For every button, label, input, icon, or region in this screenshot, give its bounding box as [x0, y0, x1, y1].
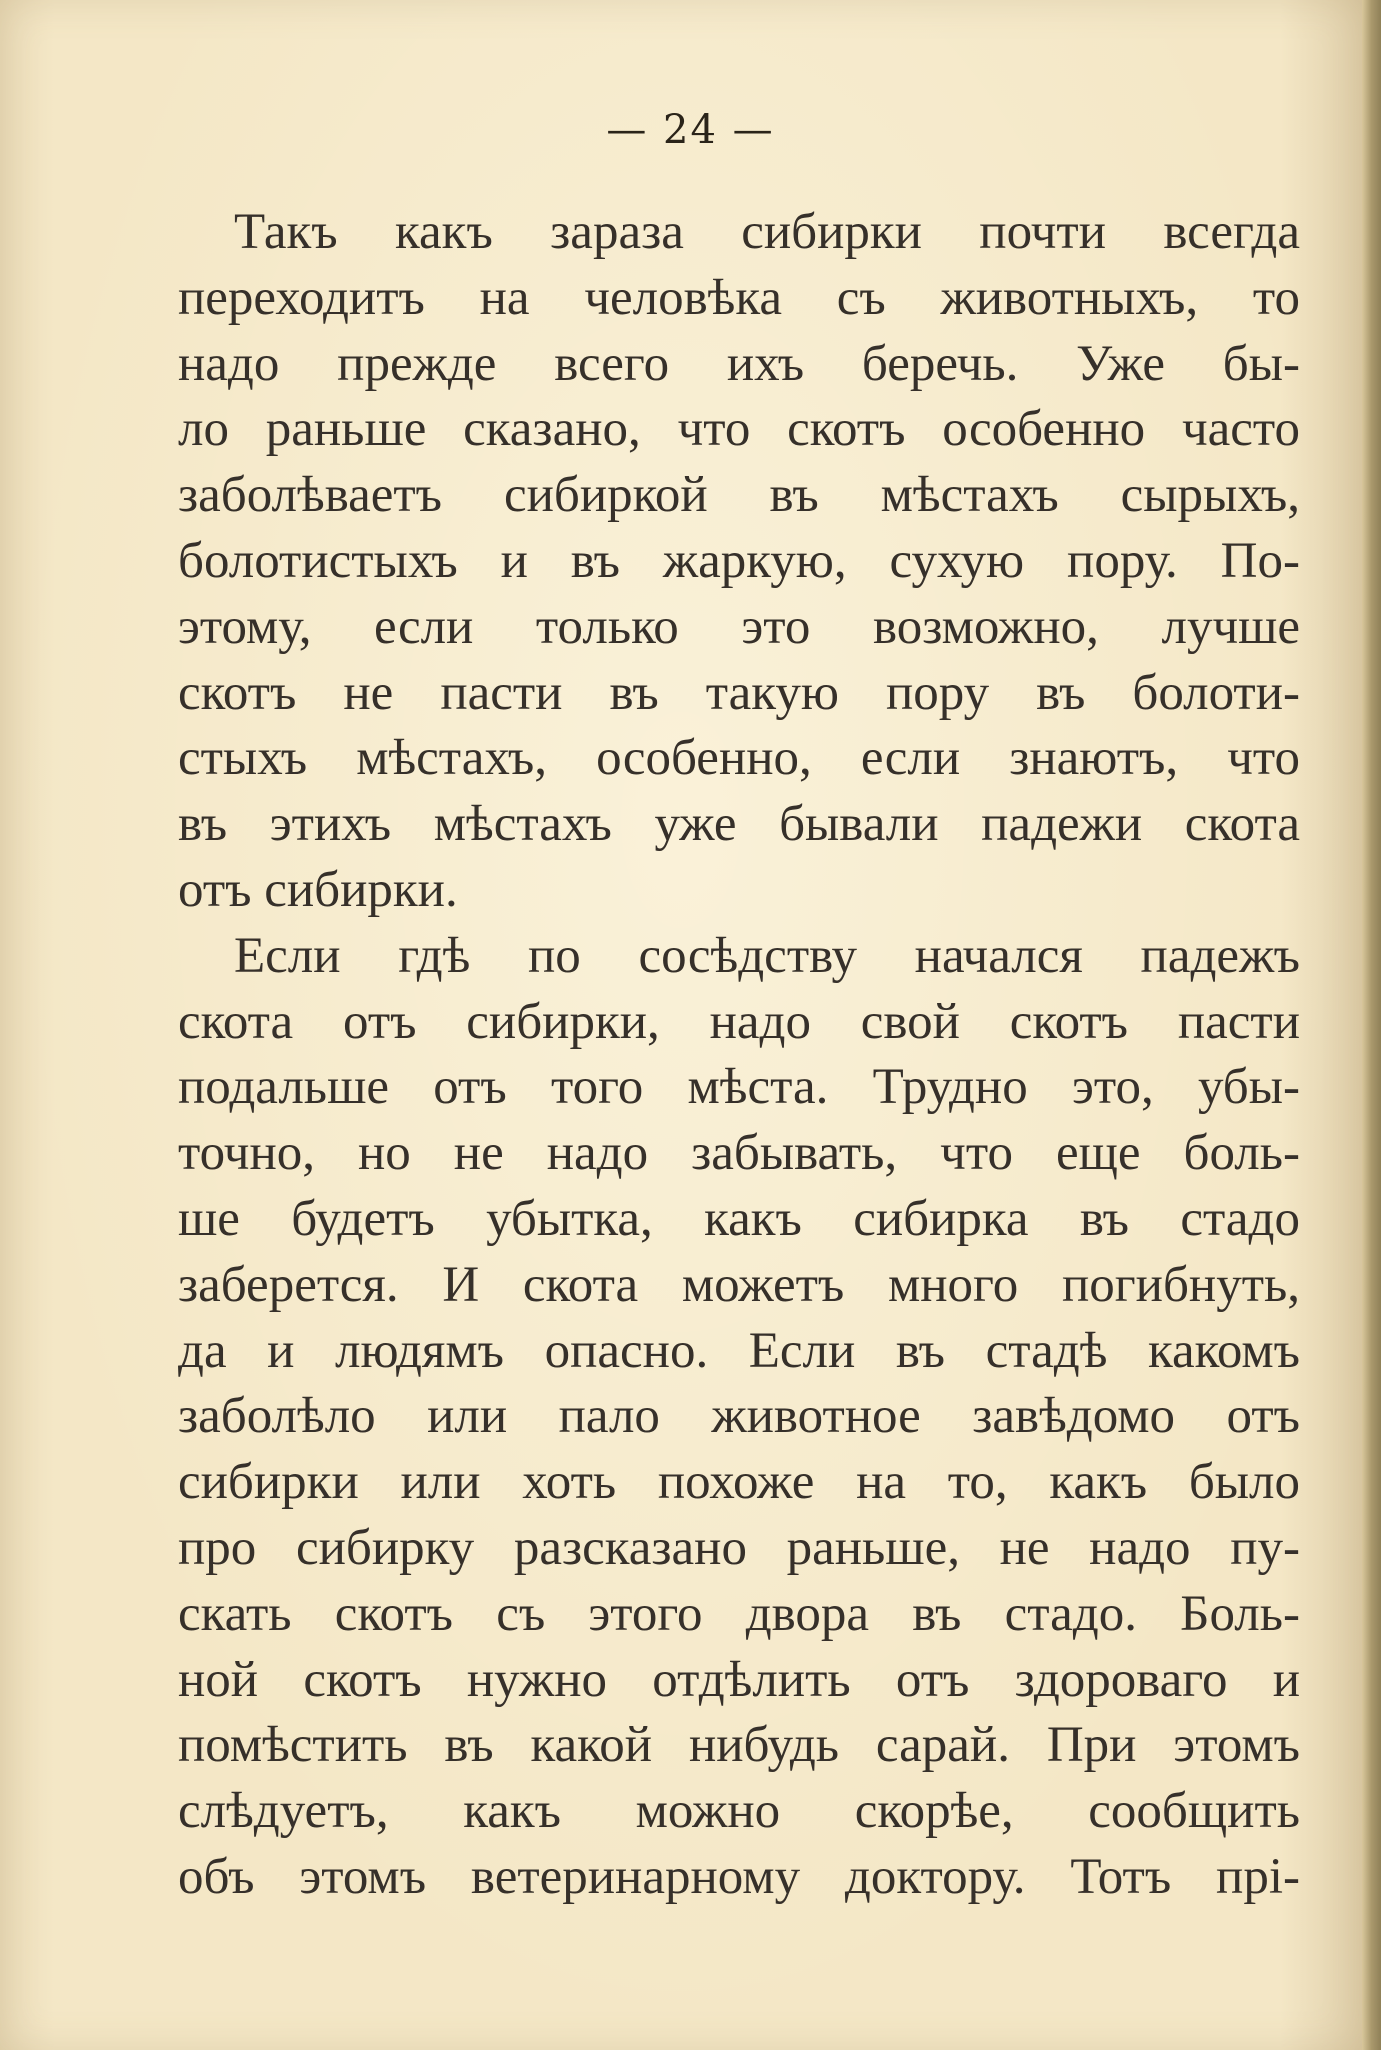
- text-line: заболѣваетъ сибиркой въ мѣстахъ сырыхъ,: [178, 467, 1300, 524]
- text-line: Такъ какъ зараза сибирки почти всегда: [234, 204, 1300, 260]
- text-line: скотъ не пасти въ такую пору въ болоти-: [178, 664, 1300, 721]
- text-line: ло раньше сказано, что скотъ особенно часто: [178, 401, 1300, 458]
- text-line: да и людямъ опасно. Если въ стадѣ какомъ: [178, 1322, 1300, 1379]
- text-line: переходитъ на человѣка съ животныхъ, то: [178, 269, 1300, 326]
- text-line: заболѣло или пало животное завѣдомо отъ: [178, 1388, 1300, 1445]
- text-line: Если гдѣ по сосѣдству начался падежъ: [234, 927, 1300, 984]
- text-line: подальше отъ того мѣста. Трудно это, убы-: [178, 1059, 1300, 1116]
- text-line: этому, если только это возможно, лучше: [178, 598, 1300, 655]
- text-line: отъ сибирки.: [178, 861, 458, 918]
- text-line: объ этомъ ветеринарному доктору. Тотъ прі-: [178, 1848, 1300, 1905]
- text-line: ной скотъ нужно отдѣлить отъ здороваго и: [178, 1651, 1300, 1708]
- body-text: [178, 200, 1300, 1911]
- text-line: надо прежде всего ихъ беречь. Уже бы-: [178, 335, 1300, 392]
- page-edge: [1362, 0, 1381, 2050]
- page-number: — 24 —: [606, 107, 775, 153]
- text-line: ше будетъ убытка, какъ сибирка въ стадо: [178, 1190, 1300, 1247]
- text-line: помѣстить въ какой нибудь сарай. При этомъ: [178, 1717, 1300, 1774]
- text-line: заберется. И скота можетъ много погибнуть,: [178, 1256, 1300, 1313]
- text-line: слѣдуетъ, какъ можно скорѣе, сообщить: [178, 1783, 1300, 1840]
- text-line: въ этихъ мѣстахъ уже бывали падежи скота: [178, 796, 1300, 853]
- text-line: сибирки или хоть похоже на то, какъ было: [178, 1454, 1300, 1511]
- text-line: стыхъ мѣстахъ, особенно, если знаютъ, что: [178, 730, 1300, 787]
- text-line: скота отъ сибирки, надо свой скотъ пасти: [178, 993, 1300, 1050]
- text-line: про сибирку разсказано раньше, не надо пу-: [178, 1519, 1300, 1576]
- text-line: точно, но не надо забывать, что еще боль-: [178, 1125, 1300, 1182]
- text-line: скать скотъ съ этого двора въ стадо. Боль-: [178, 1585, 1300, 1642]
- text-line: болотистыхъ и въ жаркую, сухую пору. По-: [178, 532, 1300, 589]
